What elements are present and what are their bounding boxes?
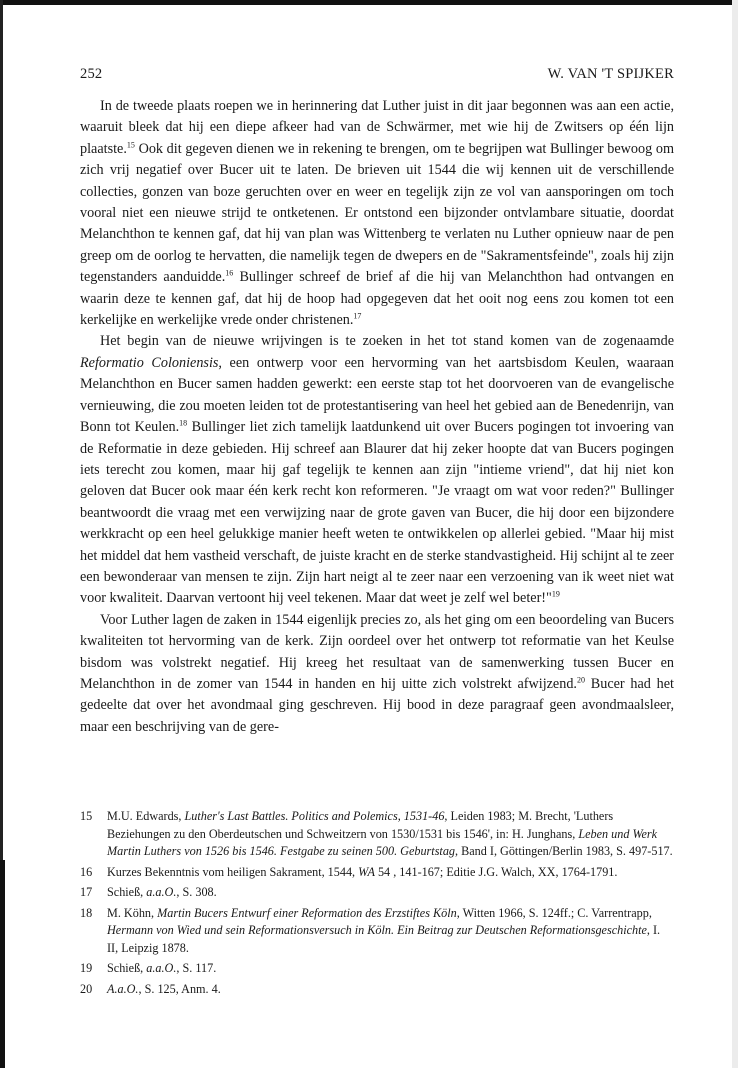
footnote-text [107,885,217,899]
footnote-reference: 18 [179,418,188,428]
italic-text: WA [358,864,375,879]
text-run: Ook dit gegeven dienen we in rekening te brengen, om te begrijpen wat Bullinger bewoog om zich vrij negatief over Bucer uit te laten. De brieven uit 1544 die wij kennen uit de verschillende collecties, gonzen van boze geruchten over en weer en tegelijk zijn ze vol van aansporingen om toch vooral niet een nieuwe strijd te ontketenen. Er ontstond een bijzonder ontvlambare situatie, doordat Melanchthon te kennen gaf, dat hij van plan was Wittenberg te verlaten nu Luther opnieuw naar de pen greep om de oorlog te hervatten, die namelijk tegen de dwepers en de "Sakramentsfeinde", zoals hij zijn tegenstanders aanduidde. [80,140,674,286]
footnote-number: 15 [80,809,93,823]
text-run: Bullinger liet zich tamelijk laatdunkend uit over Bucers pogingen tot invoering van de Reformatie in deze gebieden. Hij schreef aan Blaurer dat hij zeker hoopte dat van Bucers pogingen iets terecht zou komen, maar hij gaf tegelijk te kennen aan zijn "intieme vriend", dat hij niet kon geloven dat Bucer ook maar één kerk recht kon reformeren. "Je vraagt om wat voor reden?" Bullinger beantwoordt die vraag met een verwijzing naar de grote gaven van Bucer, die hij door een bijzondere werkkracht op een heel gelukkige manier heeft weten te ontwikkelen op allerlei gebied. "Maar hij mist het middel dat hem vastheid verschaft, de juiste kracht en de sterke standvastigheid. Hij schijnt al te zeer een bewonderaar van mensen te zijn. Zijn hart neigt al te zeer naar een verzoening van ik weet niet wat voor kwaliteit. Daarvan vertoont hij veel tekenen. Maar dat weet je zelf wel beter!" [80,419,674,607]
page-header [80,66,674,88]
footnote-text [107,865,617,879]
text-run: M.U. Edwards, [107,809,185,823]
footnote-reference: 15 [126,140,135,150]
footnote-text [107,809,673,858]
text-run: In de tweede plaats roepen we in herinnering dat Luther juist in dit jaar begonnen was aan een actie, waaruit bleek dat hij een diepe afkeer had van de Schwärmer, met wie hij de Zwitsers op één lijn plaatste. [80,98,674,157]
paragraph [80,331,674,609]
footnote-number: 17 [80,885,93,899]
text-run: , Leiden 1983; M. Brecht, 'Luthers Beziehungen zu den Oberdeutschen und Schweitzern von 1530/1531 bis 1546', in: H. Junghans, [107,809,614,841]
footnote-number: 19 [80,961,93,975]
footnote-reference: 16 [225,268,234,278]
footnote-reference: 20 [576,675,585,685]
italic-text: Leben und Werk Martin Luthers von 1526 bis 1546. Festgabe zu seinen 500. Geburtstag [107,826,658,858]
text-run: , I. II, Leipzig 1878. [107,923,661,955]
footnote-text [107,961,216,975]
scan-border-top [0,0,738,5]
italic-text: A.a.O. [107,981,139,996]
italic-text: a.a.O. [146,961,177,975]
text-run: Voor Luther lagen de zaken in 1544 eigenlijk precies zo, als het ging om een beoordeling van Bucers kwaliteiten tot hervorming van de kerk. Zijn oordeel over het ontwerp tot reformatie van het Keulse bisdom was volstrekt negatief. Hij kreeg het resultaat van de samenwerking tussen Bucer en Melanchthon in de zomer van 1544 in handen en hij uitte zich volstrekt afwijzend. [80,611,674,692]
footnote-number: 18 [80,905,93,920]
footnote [80,808,674,861]
text-run: Bullinger schreef de brief af die hij van Melanchthon had ontvangen en waarin deze te kennen gaf, dat hij de hoop had opgegeven dat het ooit nog eens zou komen tot een kerkelijke en werkelijke vrede onder christenen. [80,269,674,329]
footnotes [80,808,674,1001]
footnote-reference: 17 [353,311,362,321]
scan-border-right [732,0,738,1068]
footnote-number: 20 [80,981,93,996]
text-run: , S. 117. [176,961,217,975]
text-run: , Band I, Göttingen/Berlin 1983, S. 497-517. [455,844,673,858]
scan-border-left-lower [0,860,5,1068]
paragraph [80,96,674,331]
italic-text: Luther's Last Battles. Politics and Polemics, 1531-46 [184,809,445,823]
text-run: M. Köhn, [107,905,158,920]
footnote [80,884,674,902]
footnote-text [107,906,660,955]
footnote-number: 16 [80,864,93,879]
text-run: Schieß, [107,961,147,975]
text-run: 54 , 141-167; Editie J.G. Walch, XX, 1764-1791. [374,864,618,879]
text-run: , S. 125, Anm. 4. [138,981,221,996]
footnote [80,981,674,999]
text-run: , een ontwerp voor een hervorming van het aartsbisdom Keulen, waaraan Melanchthon en Bucer samen hadden gewerkt: een eerste stap tot het doorvoeren van de evangelische vernieuwing, die zou moeten leiden tot de protestantisering van heel het gebied aan de Benedenrijn, van Bonn tot Keulen. [80,354,674,436]
italic-text: Martin Bucers Entwurf einer Reformation des Erzstiftes Köln [157,905,457,920]
page-number: 252 [80,66,103,82]
footnote-text [107,982,221,996]
paragraph [80,610,674,738]
footnote [80,905,674,958]
text-run: , S. 308. [176,885,217,899]
text-run: Kurzes Bekenntnis vom heiligen Sakrament, 1544, [107,864,359,879]
text-run: Schieß, [107,885,147,899]
running-head: W. VAN 'T SPIJKER [547,66,674,82]
main-text [80,96,674,738]
text-run: , Witten 1966, S. 124ff.; C. Varrentrapp, [456,905,652,920]
italic-text: Reformatio Coloniensis [80,354,219,371]
footnote [80,960,674,978]
text-run: Het begin van de nieuwe wrijvingen is te zoeken in het tot stand komen van de zogenaamde [100,333,674,350]
footnote-reference: 19 [551,589,560,599]
italic-text: Hermann von Wied und sein Reformationsversuch in Köln. Ein Beitrag zur Deutschen Reformationsgeschichte [107,923,647,937]
footnote [80,864,674,882]
text-run: Bucer had het gedeelte dat over het avondmaal ging geschreven. Hij bood in deze paragraaf geen avondmaalsleer, maar een beschrijving van de gere- [80,675,674,735]
italic-text: a.a.O. [146,885,177,899]
